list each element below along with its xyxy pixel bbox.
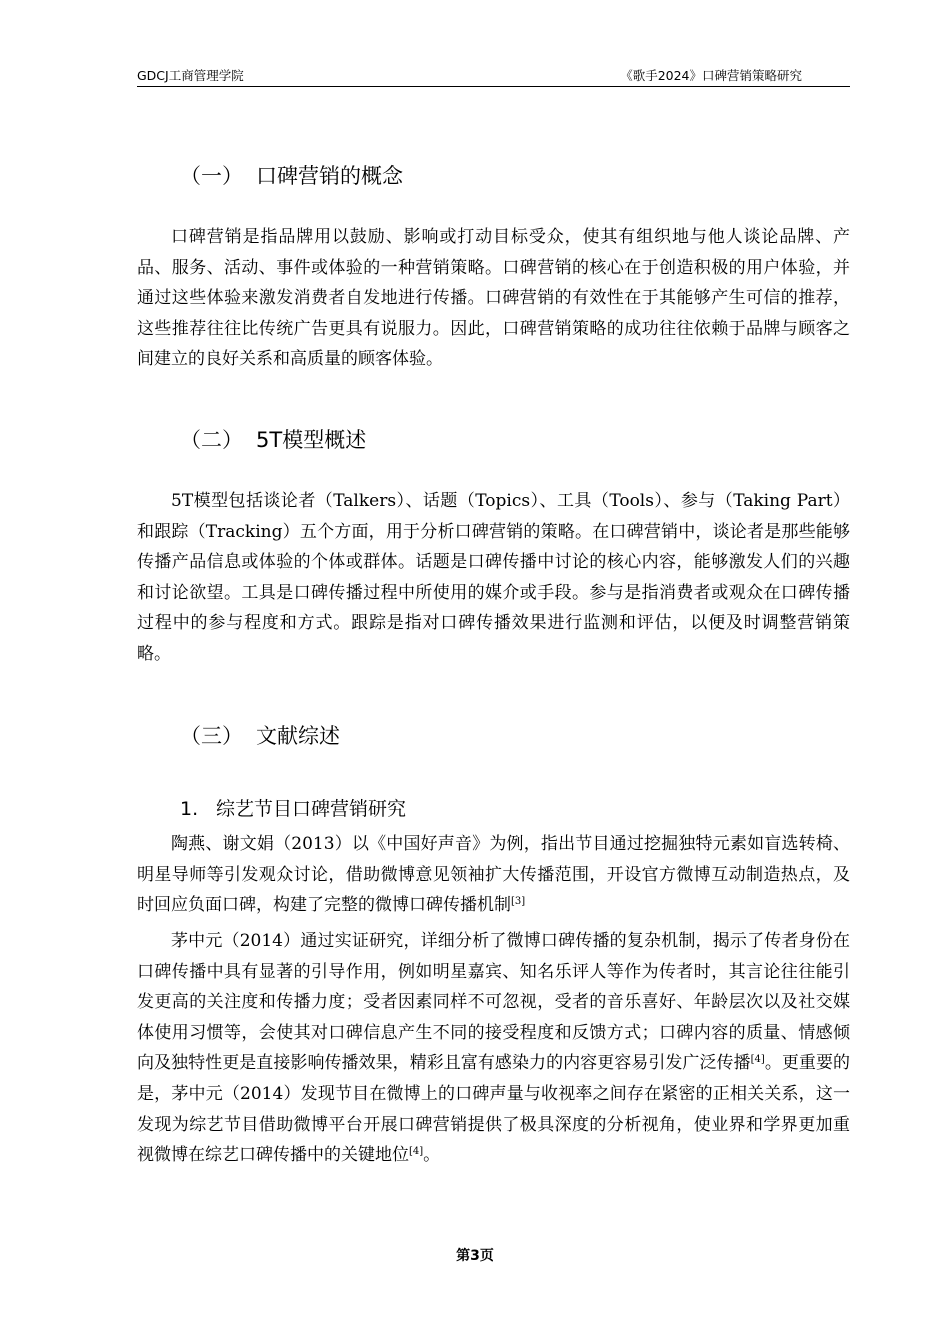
section-title: 口碑营销的概念 bbox=[256, 164, 403, 188]
section-heading-2 bbox=[180, 425, 366, 455]
paragraph-text: 。 bbox=[423, 1145, 441, 1166]
citation-ref: [4] bbox=[750, 1054, 765, 1066]
page-number: 第3页 bbox=[456, 1248, 494, 1264]
paragraph-text: 茅中元（2014）通过实证研究，详细分析了微博口碑传播的复杂机制，揭示了传者身份在口碑传播中具有显著的引导作用，例如明星嘉宾、知名乐评人等作为传者时，其言论往往能引发更高的关注度和传播力度；受者因素同样不可忽视，受者的音乐喜好、年龄层次以及社交媒体使用习惯等，会使其对口碑信息产生不同的接受程度和反馈方式；口碑内容的质量、情感倾向及独特性更是直接影响传播效果，精彩且富有感染力的内容更容易引发广泛传播 bbox=[137, 931, 850, 1074]
paragraph-text: 陶燕、谢文娟（2013）以《中国好声音》为例，指出节目通过挖掘独特元素如盲选转椅、明星导师等引发观众讨论，借助微博意见领袖扩大传播范围，开设官方微博互动制造热点，及时回应负面口碑，构建了完整的微博口碑传播机制 bbox=[137, 834, 850, 916]
subsection-heading-1 bbox=[180, 795, 406, 823]
subsection-title: 综艺节目口碑营销研究 bbox=[216, 798, 407, 820]
citation-ref: [4] bbox=[409, 1146, 424, 1158]
paragraph-word-of-mouth-concept: 口碑营销是指品牌用以鼓励、影响或打动目标受众，使其有组织地与他人谈论品牌、产品、服务、活动、事件或体验的一种营销策略。口碑营销的核心在于创造积极的用户体验，并通过这些体验来激发消费者自发地进行传播。口碑营销的有效性在于其能够产生可信的推荐，这些推荐往往比传统广告更具有说服力。因此，口碑营销策略的成功往往依赖于品牌与顾客之间建立的良好关系和高质量的顾客体验。 bbox=[137, 227, 850, 370]
section-number: （一） bbox=[180, 164, 243, 188]
header-institution: GDCJ工商管理学院 bbox=[137, 68, 244, 83]
subsection-number: 1. bbox=[180, 798, 199, 820]
header-thesis-title: 《歌手2024》口碑营销策略研究 bbox=[620, 68, 802, 83]
paragraph-5t-model: 5T模型包括谈论者（Talkers）、话题（Topics）、工具（Tools）、参与（Taking Part）和跟踪（Tracking）五个方面，用于分析口碑营销的策略。在口碑营销中，谈论者是那些能够传播产品信息或体验的个体或群体。话题是口碑传播中讨论的核心内容，能够激发人们的兴趣和讨论欲望。工具是口碑传播过程中所使用的媒介或手段。参与是指消费者或观众在口碑传播过程中的参与程度和方式。跟踪是指对口碑传播效果进行监测和评估，以便及时调整营销策略。 bbox=[137, 491, 850, 664]
section-title: 5T模型概述 bbox=[256, 428, 367, 452]
section-heading-1 bbox=[180, 161, 403, 191]
section-heading-3 bbox=[180, 721, 340, 751]
paragraph-literature-1 bbox=[137, 829, 850, 921]
page-header bbox=[137, 66, 850, 87]
section-number: （三） bbox=[180, 724, 243, 748]
citation-ref: [3] bbox=[511, 896, 526, 908]
paragraph-text: 。更重要的是，茅中元（2014）发现节目在微博上的口碑声量与收视率之间存在紧密的正相关关系，这一发现为综艺节目借助微博平台开展口碑营销提供了极具深度的分析视角，使业界和学界更加重视微博在综艺口碑传播中的关键地位 bbox=[137, 1053, 851, 1166]
section-number: （二） bbox=[180, 428, 243, 452]
section-title: 文献综述 bbox=[256, 724, 340, 748]
paragraph-literature-2 bbox=[137, 926, 850, 1171]
